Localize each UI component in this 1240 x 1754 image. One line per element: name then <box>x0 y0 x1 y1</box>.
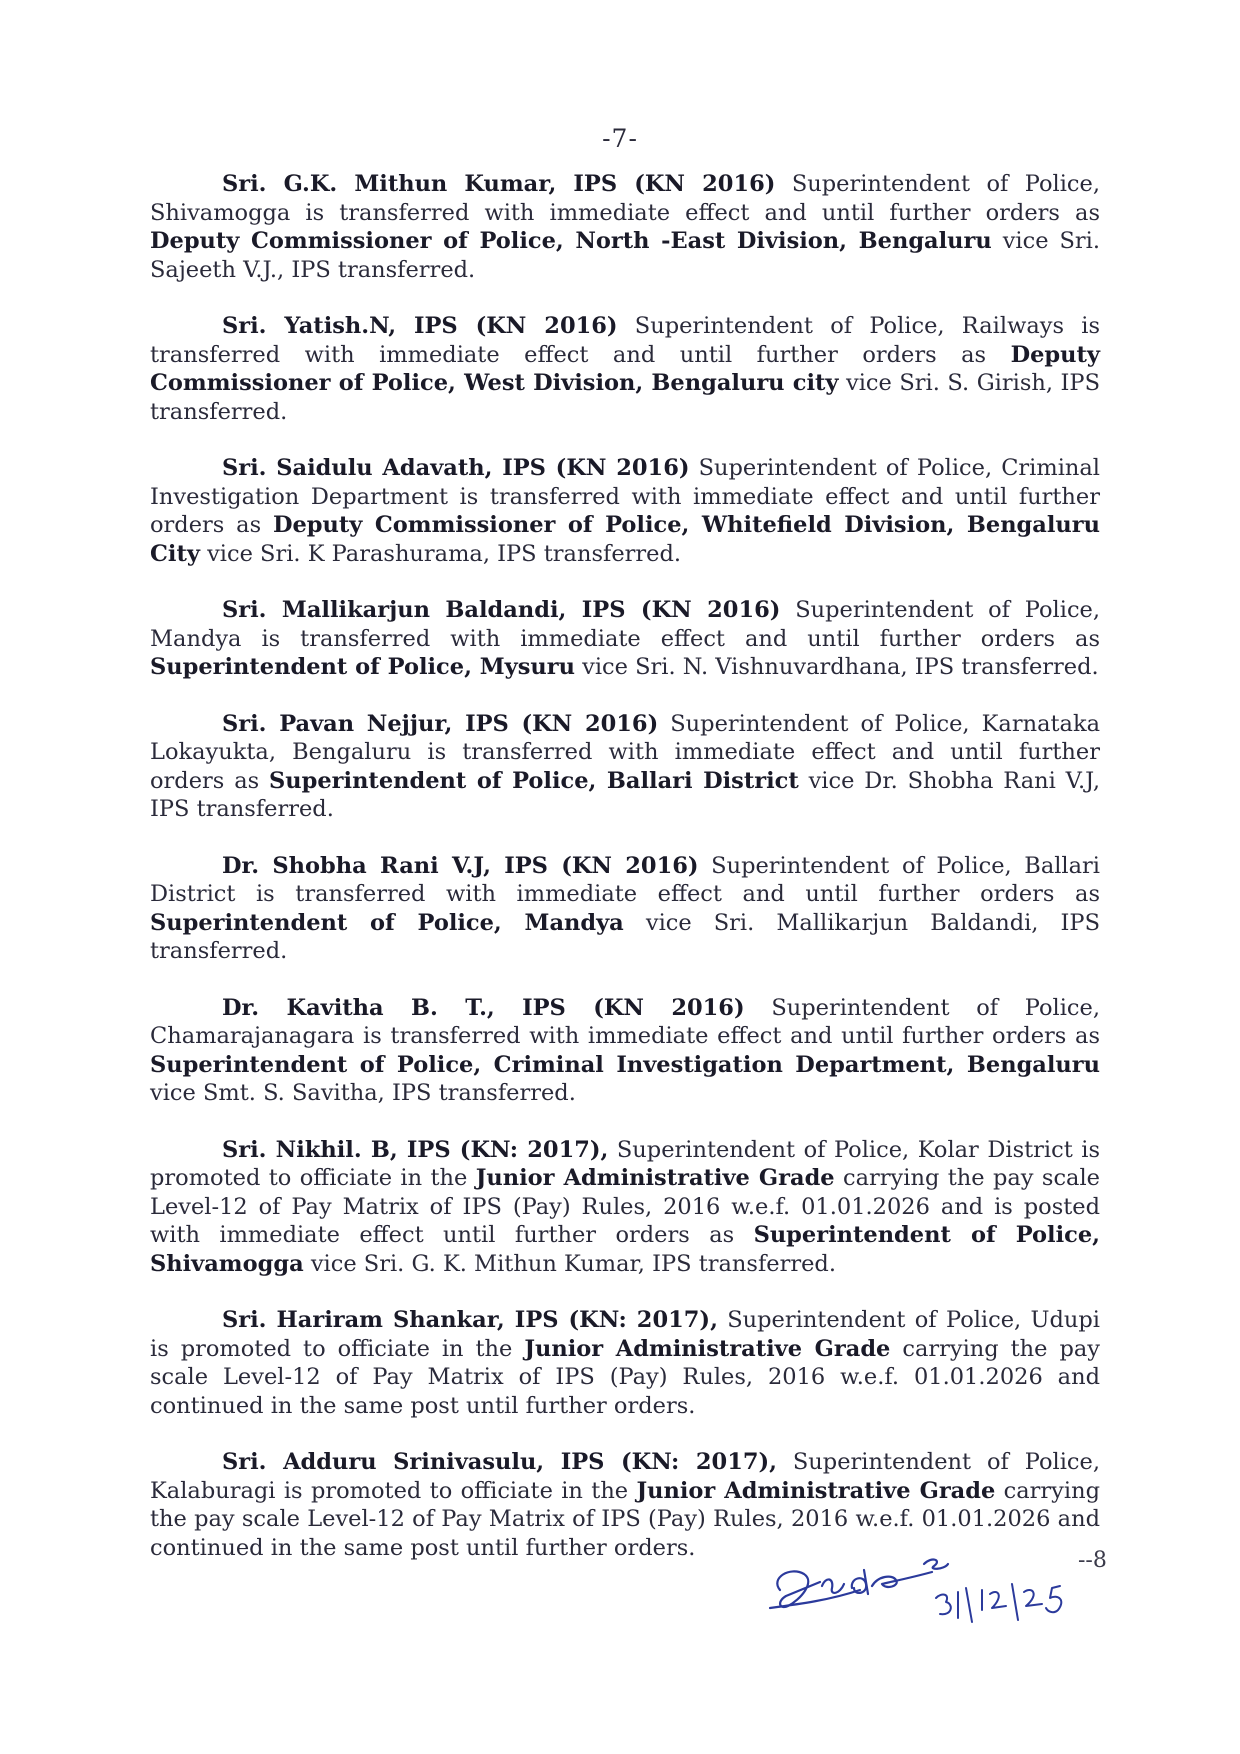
order-text: vice Smt. S. Savitha, IPS transferred. <box>150 1080 576 1106</box>
order-text: Superintendent of Police, Criminal Investigation Department is transferred with immediate effect and until further orders as <box>150 455 1100 538</box>
officer-name: Sri. Mallikarjun Baldandi, IPS (KN 2016) <box>222 597 781 623</box>
order-text: vice Sri. Mallikarjun Baldandi, IPS transferred. <box>150 909 1100 964</box>
officer-name: Sri. Adduru Srinivasulu, IPS (KN: 2017), <box>222 1449 777 1475</box>
new-post: Deputy Commissioner of Police, North -East Division, Bengaluru <box>150 228 992 254</box>
order-paragraph-saidulu-adavath <box>150 454 1100 568</box>
order-body <box>150 170 1100 1590</box>
continuation-marker: --8 <box>1078 1548 1107 1573</box>
new-post: Superintendent of Police, Ballari District <box>269 767 799 794</box>
new-post: Superintendent of Police, Criminal Investigation Department, Bengaluru <box>150 1051 1100 1078</box>
officer-name: Sri. Hariram Shankar, IPS (KN: 2017), <box>222 1307 718 1333</box>
order-text: vice Sri. G. K. Mithun Kumar, IPS transferred. <box>303 1250 836 1277</box>
order-text: carrying the pay scale Level-12 of Pay Matrix of IPS (Pay) Rules, 2016 w.e.f. 01.01.2026 and is posted with immediate effect until further orders as <box>150 1165 1100 1248</box>
order-text: carrying the pay scale Level-12 of Pay Matrix of IPS (Pay) Rules, 2016 w.e.f. 01.01.2026 and continued in the same post until further orders. <box>150 1477 1100 1561</box>
grade: Junior Administrative Grade <box>524 1335 891 1362</box>
order-text: Superintendent of Police, Karnataka Lokayukta, Bengaluru is transferred with immediate effect and until further orders as <box>150 710 1100 794</box>
grade: Junior Administrative Grade <box>636 1477 996 1504</box>
order-text: vice Sri. Sajeeth V.J., IPS transferred. <box>150 228 1101 283</box>
officer-name: Sri. Nikhil. B, IPS (KN: 2017), <box>222 1136 609 1163</box>
order-text: carrying the pay scale Level-12 of Pay Matrix of IPS (Pay) Rules, 2016 w.e.f. 01.01.2026 and continued in the same post until further orders. <box>150 1335 1100 1419</box>
officer-name: Dr. Kavitha B. T., IPS (KN 2016) <box>222 994 745 1021</box>
new-post: Deputy Commissioner of Police, Whitefield Division, Bengaluru City <box>150 512 1100 567</box>
order-text: Superintendent of Police, Udupi is promoted to officiate in the <box>150 1307 1100 1362</box>
order-paragraph-pavan-nejjur <box>150 710 1100 824</box>
order-paragraph-kavitha <box>150 994 1100 1108</box>
officer-name: Sri. Saidulu Adavath, IPS (KN 2016) <box>222 455 690 481</box>
new-post: Superintendent of Police, Shivamogga <box>150 1222 1100 1277</box>
new-post: Superintendent of Police, Mandya <box>150 909 624 936</box>
order-text: Superintendent of Police, Chamarajanagara is transferred with immediate effect and until further orders as <box>150 994 1101 1049</box>
order-text: Superintendent of Police, Shivamogga is transferred with immediate effect and until further orders as <box>150 171 1100 226</box>
order-paragraph-yatish <box>150 312 1100 426</box>
officer-name: Sri. Pavan Nejjur, IPS (KN 2016) <box>222 710 659 737</box>
order-text: Superintendent of Police, Kolar District is promoted to officiate in the <box>150 1136 1101 1191</box>
officer-name: Sri. Yatish.N, IPS (KN 2016) <box>222 313 618 339</box>
order-paragraph-mallikarjun-baldandi <box>150 596 1100 682</box>
page-number: -7- <box>602 124 638 153</box>
order-text: vice Dr. Shobha Rani V.J, IPS transferred. <box>150 767 1100 822</box>
officer-name: Dr. Shobha Rani V.J, IPS (KN 2016) <box>222 852 699 879</box>
order-text: Superintendent of Police, Mandya is transferred with immediate effect and until further orders as <box>150 597 1101 652</box>
order-text: vice Sri. K Parashurama, IPS transferred. <box>199 540 682 567</box>
officer-name: Sri. G.K. Mithun Kumar, IPS (KN 2016) <box>222 171 776 197</box>
new-post: Deputy Commissioner of Police, West Division, Bengaluru city <box>150 341 1100 396</box>
order-text: Superintendent of Police, Railways is transferred with immediate effect and until further orders as <box>150 313 1100 368</box>
order-text: vice Sri. N. Vishnuvardhana, IPS transferred. <box>574 654 1099 680</box>
handwritten-signature <box>760 1530 1120 1640</box>
order-text: Superintendent of Police, Ballari District is transferred with immediate effect and until further orders as <box>150 852 1100 907</box>
order-paragraph-nikhil <box>150 1136 1100 1279</box>
order-text: Superintendent of Police, Kalaburagi is promoted to officiate in the <box>150 1449 1100 1504</box>
grade: Junior Administrative Grade <box>475 1165 835 1191</box>
order-text: vice Sri. S. Girish, IPS transferred. <box>150 370 1100 425</box>
order-paragraph-mithun-kumar <box>150 170 1100 284</box>
order-paragraph-shobha-rani <box>150 852 1100 966</box>
order-paragraph-hariram-shankar <box>150 1306 1100 1420</box>
new-post: Superintendent of Police, Mysuru <box>150 654 575 680</box>
